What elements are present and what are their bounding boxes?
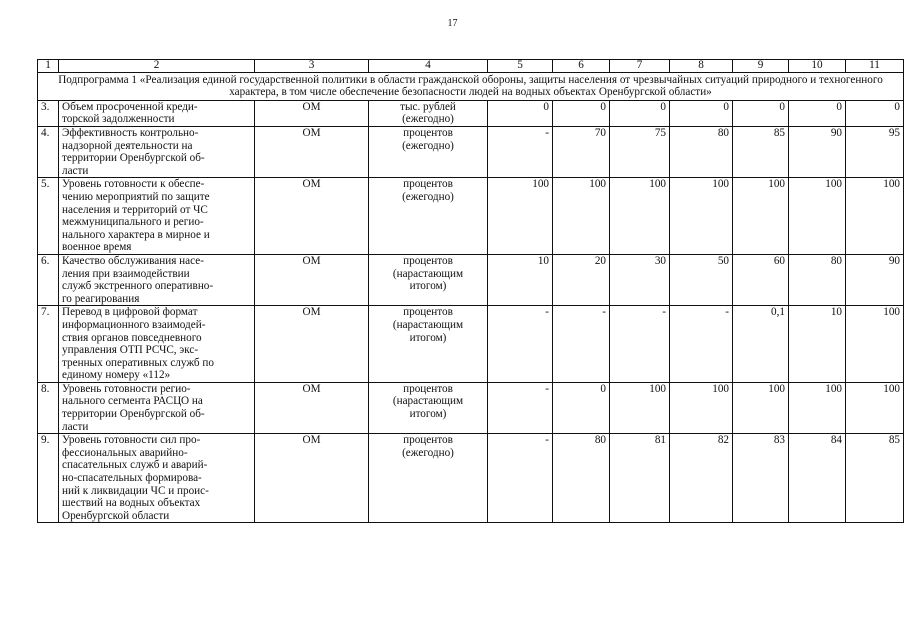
indicator-name-line: военное время xyxy=(62,241,132,254)
indicator-value: 0 xyxy=(789,100,846,126)
indicator-name-line: Объем просроченной креди- xyxy=(62,100,198,113)
indicator-value: - xyxy=(670,306,733,383)
indicator-name-line: ления при взаимодействии xyxy=(62,267,190,280)
unit-of-measure-line: итогом) xyxy=(409,408,447,421)
indicator-value: 100 xyxy=(488,178,553,255)
column-number: 2 xyxy=(59,60,255,73)
table-row xyxy=(38,127,904,178)
indicator-value: 90 xyxy=(846,254,904,305)
indicator-value: 100 xyxy=(733,178,789,255)
indicator-type: ОМ xyxy=(255,382,369,433)
unit-of-measure-line: (нарастающим xyxy=(392,395,464,408)
indicator-name xyxy=(59,100,255,126)
subprogram-row xyxy=(38,73,904,101)
indicator-name-line: ний к ликвидации ЧС и проис- xyxy=(62,484,209,497)
indicator-value: 50 xyxy=(670,254,733,305)
table-row xyxy=(38,100,904,126)
indicator-name xyxy=(59,434,255,523)
indicator-value: 10 xyxy=(488,254,553,305)
column-number: 8 xyxy=(670,60,733,73)
indicator-value: 0 xyxy=(670,100,733,126)
indicator-value: 10 xyxy=(789,306,846,383)
page-number: 17 xyxy=(447,18,458,29)
indicator-value: 0 xyxy=(846,100,904,126)
indicator-type: ОМ xyxy=(255,178,369,255)
indicator-value: 0 xyxy=(553,382,610,433)
indicator-name-line: межмуниципального и регио- xyxy=(62,216,204,229)
indicator-name-line: населения и территорий от ЧС xyxy=(62,203,208,216)
unit-of-measure xyxy=(369,382,488,433)
indicator-type: ОМ xyxy=(255,100,369,126)
indicator-value: - xyxy=(488,306,553,383)
indicator-value: 82 xyxy=(670,434,733,523)
table-row xyxy=(38,382,904,433)
unit-of-measure xyxy=(369,127,488,178)
indicator-name-line: Уровень готовности сил про- xyxy=(62,434,201,447)
indicator-value: 83 xyxy=(733,434,789,523)
indicator-name-line: информационного взаимодей- xyxy=(62,318,206,331)
indicator-name-line: Перевод в цифровой формат xyxy=(62,306,198,319)
indicator-value: - xyxy=(610,306,670,383)
unit-of-measure-line: (ежегодно) xyxy=(402,139,454,152)
unit-of-measure-line: процентов xyxy=(403,382,453,395)
column-number: 3 xyxy=(255,60,369,73)
indicator-name xyxy=(59,178,255,255)
table-row xyxy=(38,254,904,305)
unit-of-measure xyxy=(369,306,488,383)
column-number: 7 xyxy=(610,60,670,73)
row-number: 7. xyxy=(38,306,59,383)
indicator-value: 0 xyxy=(733,100,789,126)
indicator-name-line: Качество обслуживания насе- xyxy=(62,254,204,267)
indicator-value: 60 xyxy=(733,254,789,305)
indicator-value: 85 xyxy=(733,127,789,178)
indicator-name-line: тренных оперативных служб по xyxy=(62,356,214,369)
column-number: 4 xyxy=(369,60,488,73)
row-number: 8. xyxy=(38,382,59,433)
indicator-type: ОМ xyxy=(255,127,369,178)
indicator-name-line: нального сегмента РАСЦО на xyxy=(62,395,203,408)
unit-of-measure-line: тыс. рублей xyxy=(400,100,456,113)
indicator-value: 0,1 xyxy=(733,306,789,383)
indicator-name-line: чению мероприятий по защите xyxy=(62,190,210,203)
row-number: 4. xyxy=(38,127,59,178)
indicator-value: - xyxy=(553,306,610,383)
indicator-name-line: Уровень готовности к обеспе- xyxy=(62,178,205,191)
indicator-value: 0 xyxy=(553,100,610,126)
row-number: 6. xyxy=(38,254,59,305)
column-number: 5 xyxy=(488,60,553,73)
indicator-name-line: ласти xyxy=(62,420,89,433)
indicator-value: 100 xyxy=(610,382,670,433)
indicator-value: 80 xyxy=(553,434,610,523)
indicator-value: 75 xyxy=(610,127,670,178)
indicator-value: 20 xyxy=(553,254,610,305)
unit-of-measure xyxy=(369,434,488,523)
unit-of-measure-line: итогом) xyxy=(409,280,447,293)
unit-of-measure-line: (ежегодно) xyxy=(402,113,454,126)
indicator-name-line: управления ОТП РСЧС, экс- xyxy=(62,344,199,357)
indicator-value: 0 xyxy=(610,100,670,126)
indicator-name-line: единому номеру «112» xyxy=(62,369,171,382)
indicator-value: 100 xyxy=(846,382,904,433)
indicator-value: 100 xyxy=(670,178,733,255)
unit-of-measure xyxy=(369,178,488,255)
indicator-value: - xyxy=(488,382,553,433)
row-number: 3. xyxy=(38,100,59,126)
unit-of-measure-line: (нарастающим xyxy=(392,267,464,280)
indicator-value: 100 xyxy=(846,178,904,255)
unit-of-measure-line: процентов xyxy=(403,306,453,319)
indicators-table xyxy=(37,59,904,523)
indicator-value: 100 xyxy=(610,178,670,255)
column-number: 9 xyxy=(733,60,789,73)
indicator-name xyxy=(59,382,255,433)
table-row xyxy=(38,178,904,255)
indicator-name-line: ласти xyxy=(62,164,89,177)
indicator-value: - xyxy=(488,127,553,178)
column-number: 1 xyxy=(38,60,59,73)
indicator-name-line: го реагирования xyxy=(62,292,140,305)
indicator-type: ОМ xyxy=(255,254,369,305)
indicator-value: - xyxy=(488,434,553,523)
indicator-type: ОМ xyxy=(255,434,369,523)
indicator-name-line: служб экстренного оперативно- xyxy=(62,280,214,293)
column-number: 11 xyxy=(846,60,904,73)
indicator-name-line: Оренбургской области xyxy=(62,509,170,522)
table-row xyxy=(38,434,904,523)
indicator-value: 100 xyxy=(789,382,846,433)
indicator-name-line: Уровень готовности регио- xyxy=(62,382,191,395)
subprogram-title: Подпрограмма 1 «Реализация единой государственной политики в области гражданской обороны, защиты населения от чрезвычайных ситуаций природного и техногенного характера, в том числе обеспечение безопасности людей на водных объектах Оренбургской области» xyxy=(38,73,904,101)
indicator-value: 0 xyxy=(488,100,553,126)
unit-of-measure-line: процентов xyxy=(403,178,453,191)
row-number: 9. xyxy=(38,434,59,523)
column-number-row xyxy=(38,60,904,73)
indicator-value: 100 xyxy=(789,178,846,255)
indicator-name-line: спасательных служб и аварий- xyxy=(62,459,208,472)
indicator-name-line: территории Оренбургской об- xyxy=(62,152,205,165)
unit-of-measure-line: процентов xyxy=(403,434,453,447)
indicator-value: 100 xyxy=(670,382,733,433)
indicator-name-line: но-спасательных формирова- xyxy=(62,472,202,485)
indicator-name-line: нального характера в мирное и xyxy=(62,228,210,241)
indicator-value: 30 xyxy=(610,254,670,305)
indicator-name xyxy=(59,254,255,305)
indicator-name xyxy=(59,306,255,383)
indicator-value: 70 xyxy=(553,127,610,178)
indicator-name-line: фессиональных аварийно- xyxy=(62,446,188,459)
indicator-name-line: надзорной деятельности на xyxy=(62,139,193,152)
indicator-value: 100 xyxy=(846,306,904,383)
indicator-value: 95 xyxy=(846,127,904,178)
indicator-name-line: ствия органов повседневного xyxy=(62,331,202,344)
unit-of-measure-line: процентов xyxy=(403,127,453,139)
column-number: 6 xyxy=(553,60,610,73)
indicator-type: ОМ xyxy=(255,306,369,383)
unit-of-measure xyxy=(369,100,488,126)
indicator-value: 81 xyxy=(610,434,670,523)
indicator-value: 90 xyxy=(789,127,846,178)
indicator-name-line: шествий на водных объектах xyxy=(62,497,201,510)
unit-of-measure xyxy=(369,254,488,305)
indicator-value: 80 xyxy=(789,254,846,305)
indicator-value: 100 xyxy=(553,178,610,255)
table-row xyxy=(38,306,904,383)
indicator-value: 100 xyxy=(733,382,789,433)
indicator-value: 85 xyxy=(846,434,904,523)
indicator-value: 84 xyxy=(789,434,846,523)
unit-of-measure-line: (ежегодно) xyxy=(402,190,454,203)
row-number: 5. xyxy=(38,178,59,255)
indicator-name-line: Эффективность контрольно- xyxy=(62,127,199,139)
unit-of-measure-line: итогом) xyxy=(409,331,447,344)
unit-of-measure-line: процентов xyxy=(403,254,453,267)
column-number: 10 xyxy=(789,60,846,73)
indicator-name-line: торской задолженности xyxy=(62,113,175,126)
indicator-name xyxy=(59,127,255,178)
indicator-value: 80 xyxy=(670,127,733,178)
unit-of-measure-line: (ежегодно) xyxy=(402,446,454,459)
unit-of-measure-line: (нарастающим xyxy=(392,318,464,331)
indicator-name-line: территории Оренбургской об- xyxy=(62,408,205,421)
